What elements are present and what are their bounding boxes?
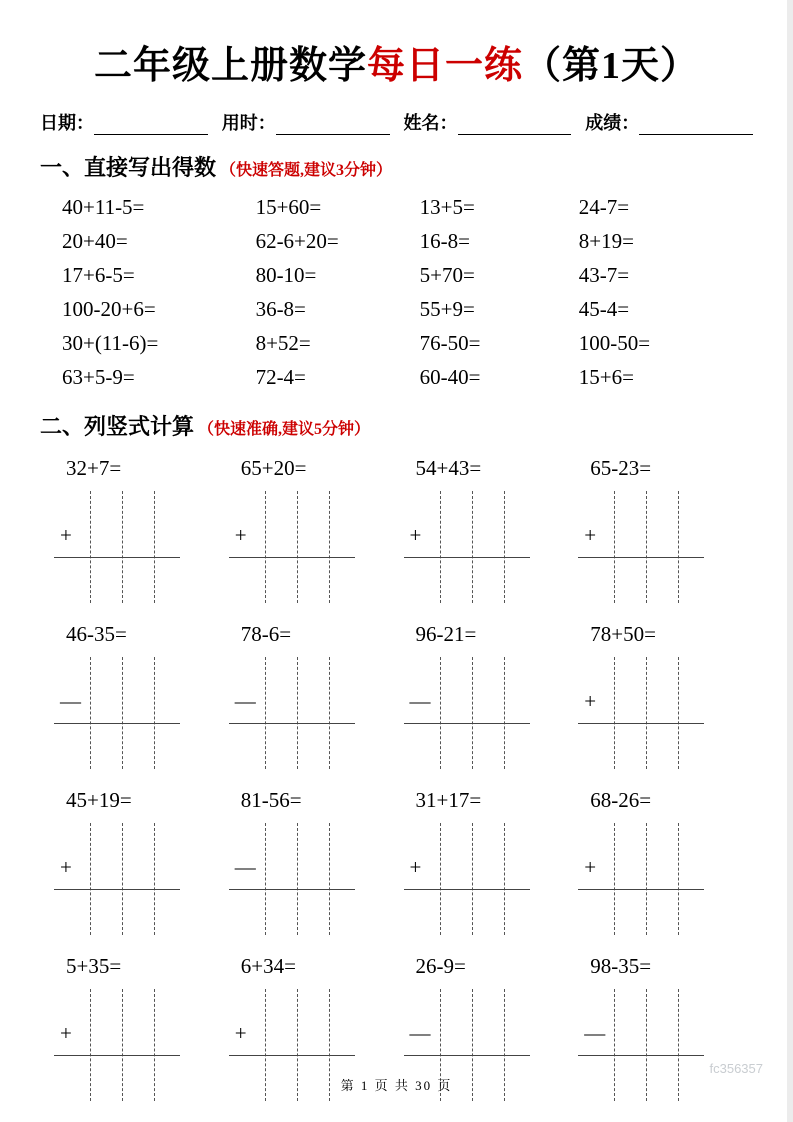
dashed-guide-line — [329, 491, 330, 603]
oral-problem: 5+70= — [419, 263, 475, 287]
oral-problem: 13+5= — [419, 195, 475, 219]
oral-problem: 30+(11-6)= — [62, 331, 159, 355]
dashed-guide-line — [90, 823, 91, 935]
dashed-guide-line — [678, 823, 679, 935]
info-field — [222, 109, 390, 135]
vertical-problem — [227, 453, 402, 603]
oral-problem: 80-10= — [255, 263, 317, 287]
oral-problem: 15+6= — [578, 365, 634, 389]
operator-sign: — — [409, 1021, 431, 1045]
operator-sign: + — [584, 689, 597, 713]
vertical-problem-expr: 31+17= — [415, 788, 482, 812]
vertical-problem — [227, 785, 402, 935]
page-number-footer: 第 1 页 共 30 页 — [340, 1078, 453, 1093]
info-field-label: 用时： — [221, 113, 276, 133]
dashed-guide-line — [329, 657, 330, 769]
vertical-problem-expr: 32+7= — [66, 456, 122, 480]
fill-in-blank — [458, 114, 572, 135]
equals-line — [229, 557, 355, 558]
dashed-guide-line — [614, 823, 615, 935]
oral-problem: 17+6-5= — [62, 263, 135, 287]
title-suffix: （第1天） — [523, 45, 700, 87]
vertical-calc-template — [578, 823, 706, 935]
dashed-guide-line — [440, 491, 441, 603]
dashed-guide-line — [297, 491, 298, 603]
dashed-guide-line — [472, 491, 473, 603]
section1-title: 一、直接写出得数 — [40, 155, 217, 180]
title-prefix: 二年级上册数学 — [93, 45, 367, 87]
vertical-problem-expr: 65-23= — [590, 456, 652, 480]
vertical-problem-expr: 98-35= — [590, 954, 652, 978]
vertical-calc-template — [229, 491, 357, 603]
operator-sign: — — [409, 689, 431, 713]
dashed-guide-line — [646, 657, 647, 769]
oral-problem: 100-50= — [578, 331, 651, 355]
dashed-guide-line — [265, 491, 266, 603]
dashed-guide-line — [646, 491, 647, 603]
oral-problem: 24-7= — [578, 195, 630, 219]
oral-problem: 15+60= — [255, 195, 322, 219]
dashed-guide-line — [504, 491, 505, 603]
vertical-problem-expr: 78-6= — [240, 622, 292, 646]
oral-problem: 36-8= — [255, 297, 306, 321]
dashed-guide-line — [614, 491, 615, 603]
dashed-guide-line — [122, 491, 123, 603]
vertical-problem — [402, 785, 577, 935]
oral-problem: 100-20+6= — [62, 297, 156, 321]
equals-line — [578, 557, 704, 558]
vertical-problem-expr: 5+35= — [66, 954, 122, 978]
vertical-calc-template — [229, 657, 357, 769]
equals-line — [54, 723, 180, 724]
section2-title: 二、列竖式计算 — [40, 414, 195, 439]
vertical-problem-expr: 68-26= — [590, 788, 652, 812]
vertical-problem-expr: 65+20= — [240, 456, 307, 480]
vertical-problem — [576, 619, 751, 769]
equals-line — [404, 723, 530, 724]
vertical-calc-template — [578, 491, 706, 603]
vertical-problem-expr: 78+50= — [590, 622, 656, 646]
dashed-guide-line — [122, 657, 123, 769]
vertical-calc-template — [54, 657, 182, 769]
dashed-guide-line — [504, 823, 505, 935]
operator-sign: + — [584, 523, 597, 547]
dashed-guide-line — [678, 657, 679, 769]
equals-line — [404, 889, 530, 890]
info-field — [585, 109, 753, 135]
oral-problem: 76-50= — [419, 331, 481, 355]
operator-sign: + — [60, 523, 72, 547]
equals-line — [229, 889, 355, 890]
operator-sign: + — [234, 523, 247, 547]
vertical-calc-template — [54, 823, 182, 935]
page-title — [30, 34, 763, 89]
vertical-calc-template — [54, 491, 182, 603]
vertical-problem-expr: 45+19= — [66, 788, 132, 812]
dashed-guide-line — [265, 823, 266, 935]
dashed-guide-line — [154, 823, 155, 935]
vertical-problem — [402, 453, 577, 603]
vertical-calc-template — [404, 657, 532, 769]
dashed-guide-line — [297, 657, 298, 769]
oral-problem: 40+11-5= — [62, 195, 145, 219]
vertical-problem-expr: 54+43= — [415, 456, 482, 480]
dashed-guide-line — [90, 491, 91, 603]
dashed-guide-line — [472, 823, 473, 935]
oral-problem: 20+40= — [62, 229, 128, 253]
oral-problem: 45-4= — [578, 297, 630, 321]
fill-in-blank — [276, 114, 390, 135]
dashed-guide-line — [614, 657, 615, 769]
vertical-problem — [52, 785, 227, 935]
vertical-problem-expr: 26-9= — [415, 954, 466, 978]
operator-sign: + — [60, 1021, 72, 1045]
section2-heading — [40, 410, 753, 441]
dashed-guide-line — [440, 823, 441, 935]
vertical-calc-template — [229, 823, 357, 935]
vertical-problem-expr: 6+34= — [240, 954, 296, 978]
oral-problem: 43-7= — [578, 263, 630, 287]
dashed-guide-line — [646, 823, 647, 935]
vertical-problem-expr: 96-21= — [415, 622, 477, 646]
vertical-problem — [576, 453, 751, 603]
oral-problem: 55+9= — [419, 297, 475, 321]
equals-line — [229, 723, 355, 724]
dashed-guide-line — [154, 491, 155, 603]
vertical-calc-template — [404, 491, 532, 603]
info-fields-row — [40, 109, 753, 135]
dashed-guide-line — [154, 657, 155, 769]
operator-sign: — — [584, 1021, 606, 1045]
equals-line — [54, 557, 180, 558]
dashed-guide-line — [297, 823, 298, 935]
vertical-problem — [52, 619, 227, 769]
section1-heading — [40, 151, 753, 182]
info-field — [40, 109, 208, 135]
equals-line — [578, 1055, 704, 1056]
dashed-guide-line — [265, 657, 266, 769]
vertical-problem — [576, 785, 751, 935]
equals-line — [54, 889, 180, 890]
info-field-label: 成绩： — [585, 113, 640, 133]
dashed-guide-line — [440, 657, 441, 769]
equals-line — [229, 1055, 355, 1056]
operator-sign: — — [60, 689, 81, 713]
vertical-problem — [402, 619, 577, 769]
dashed-guide-line — [90, 657, 91, 769]
operator-sign: + — [409, 855, 422, 879]
operator-sign: + — [60, 855, 72, 879]
vertical-problems-grid — [52, 453, 751, 1101]
section2-hint: （快速准确,建议5分钟） — [198, 421, 371, 438]
watermark-text: fc356357 — [709, 1061, 763, 1076]
fill-in-blank — [94, 114, 208, 135]
oral-problem: 62-6+20= — [255, 229, 339, 253]
oral-problem: 16-8= — [419, 229, 470, 253]
dashed-guide-line — [678, 491, 679, 603]
operator-sign: + — [409, 523, 422, 547]
vertical-problem-expr: 46-35= — [66, 622, 127, 646]
vertical-calc-template — [404, 823, 532, 935]
operator-sign: — — [234, 689, 256, 713]
oral-problem: 8+52= — [255, 331, 311, 355]
equals-line — [404, 1055, 530, 1056]
operator-sign: — — [234, 855, 256, 879]
equals-line — [54, 1055, 180, 1056]
oral-problem: 63+5-9= — [62, 365, 135, 389]
dashed-guide-line — [329, 823, 330, 935]
info-field-label: 日期： — [40, 113, 94, 133]
dashed-guide-line — [122, 823, 123, 935]
equals-line — [578, 889, 704, 890]
operator-sign: + — [234, 1021, 247, 1045]
vertical-calc-template — [578, 657, 706, 769]
equals-line — [404, 557, 530, 558]
title-highlight: 每日一练 — [366, 45, 523, 87]
vertical-problem-expr: 81-56= — [240, 788, 302, 812]
section1-hint: （快速答题,建议3分钟） — [220, 162, 393, 179]
oral-problem: 60-40= — [419, 365, 481, 389]
dashed-guide-line — [504, 657, 505, 769]
oral-problems-grid — [62, 190, 751, 394]
equals-line — [578, 723, 704, 724]
info-field-label: 姓名： — [403, 113, 458, 133]
oral-problem: 72-4= — [255, 365, 306, 389]
operator-sign: + — [584, 855, 597, 879]
fill-in-blank — [639, 114, 753, 135]
vertical-problem — [227, 619, 402, 769]
vertical-problem — [52, 453, 227, 603]
oral-problem: 8+19= — [578, 229, 634, 253]
dashed-guide-line — [472, 657, 473, 769]
scan-edge-artifact — [787, 0, 793, 1122]
info-field — [404, 109, 572, 135]
